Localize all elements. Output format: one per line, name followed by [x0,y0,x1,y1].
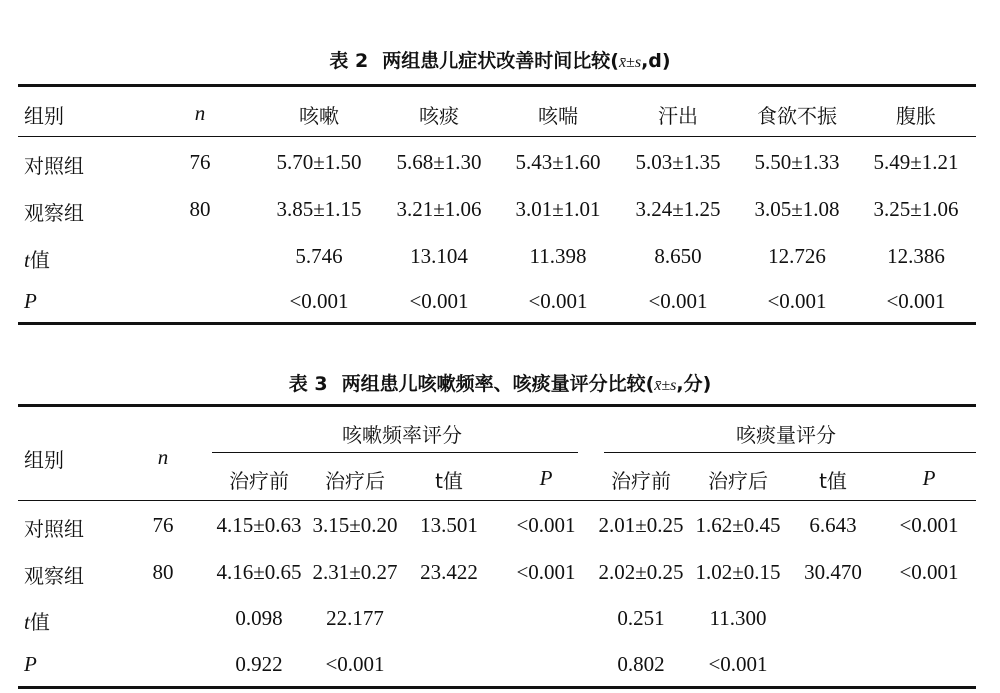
table2-row-label-t [24,244,50,273]
table2-header-cough: 咳嗽 [299,104,339,128]
table2-cell: 11.398 [529,244,587,268]
table2-cell: 5.70±1.50 [276,150,362,174]
table3-span-sputum-volume: 咳痰量评分 [736,423,836,447]
table2-cell: 5.50±1.33 [754,150,840,174]
table3-cell: <0.001 [516,560,576,584]
table3-cell: 0.251 [617,606,665,630]
table3-cell: 22.177 [326,606,384,630]
table3-row-label: 观察组 [24,564,84,588]
table2-cell: 3.01±1.01 [515,197,601,221]
table2-caption [0,46,1000,73]
table2-cell: 5.43±1.60 [515,150,601,174]
table2-header-sweat: 汗出 [658,104,698,128]
table3-caption-stat: x̄±s [654,377,677,394]
table2-caption-unit: ,d) [641,50,671,72]
table2-caption-stat: x̄±s [618,54,642,71]
table3-subheader-after: 治疗后 [325,469,385,493]
table3-cell: 2.02±0.25 [598,560,684,584]
table3-subheader-p: P [539,466,553,490]
table3-cell: 3.15±0.20 [312,513,398,537]
table2-cell: <0.001 [886,289,946,313]
table3-cell: 23.422 [420,560,478,584]
table3-bottom-rule [18,686,976,689]
table2-top-rule [18,84,976,87]
table3-span1-rule [212,452,578,453]
table2-cell: 3.85±1.15 [276,197,362,221]
table3-cell: 1.02±0.15 [695,560,781,584]
table3-caption-unit: ,分) [676,373,712,395]
table2-cell: <0.001 [767,289,827,313]
table2-header-group: 组别 [24,104,64,128]
table2-cell-n: 76 [189,150,211,174]
table2-cell: 8.650 [654,244,702,268]
table2-header-wheeze: 咳喘 [538,104,578,128]
table2-row-label: 观察组 [24,201,84,225]
table3-cell: 0.098 [235,606,283,630]
table3-header-n: n [157,445,169,469]
table2-caption-label: 表 2 [329,50,369,72]
t-symbol: t [24,610,30,634]
table3-top-rule [18,404,976,407]
table2-cell: <0.001 [648,289,708,313]
table3-cell: <0.001 [325,652,385,676]
table3-caption-label: 表 3 [288,373,328,395]
table2-bottom-rule [18,322,976,325]
table2-cell-n: 80 [189,197,211,221]
table3-cell: 2.01±0.25 [598,513,684,537]
table3-cell-n: 80 [152,560,174,584]
table3-row-label-t [24,606,50,635]
t-suffix: 值 [29,248,50,272]
table2-cell: 3.25±1.06 [873,197,959,221]
table2-cell: 3.24±1.25 [635,197,721,221]
table3-subheader-before: 治疗前 [611,469,671,493]
table3-caption [0,369,1000,396]
table3-subheader-before: 治疗前 [229,469,289,493]
table3-row-label-p: P [24,652,37,676]
table3-cell: 6.643 [809,513,857,537]
table3-cell: 2.31±0.27 [312,560,398,584]
table2-cell: <0.001 [409,289,469,313]
table2-cell: 5.03±1.35 [635,150,721,174]
table3-header-rule [18,500,976,501]
table3-span-cough-frequency: 咳嗽频率评分 [342,423,462,447]
table2-cell: 3.05±1.08 [754,197,840,221]
table2-header-appetite: 食欲不振 [757,104,837,128]
table2-cell: 13.104 [410,244,468,268]
table3-cell: <0.001 [899,513,959,537]
table2-cell: <0.001 [528,289,588,313]
table2-cell: 12.726 [768,244,826,268]
table3-cell: <0.001 [516,513,576,537]
table2-row-label-p: P [24,289,37,313]
table3-cell: 4.16±0.65 [216,560,302,584]
table3-span2-rule [604,452,976,453]
table3-cell-n: 76 [152,513,174,537]
table2-cell: 5.68±1.30 [396,150,482,174]
table3-cell: <0.001 [708,652,768,676]
table3-row-label: 对照组 [24,517,84,541]
table2-cell: <0.001 [289,289,349,313]
table3-cell: 0.922 [235,652,283,676]
table3-subheader-after: 治疗后 [708,469,768,493]
table2-header-bloating: 腹胀 [896,104,936,128]
t-symbol: t [24,248,30,272]
table3-subheader-t: t值 [435,469,463,493]
table3-cell: 4.15±0.63 [216,513,302,537]
table2-header-rule [18,136,976,137]
table3-header-group: 组别 [24,448,64,472]
table2-row-label: 对照组 [24,154,84,178]
table3-cell: 13.501 [420,513,478,537]
table2-caption-title: 两组患儿症状改善时间比较( [382,50,619,72]
table3-cell: 1.62±0.45 [695,513,781,537]
table3-cell: 11.300 [709,606,767,630]
table3-subheader-t: t值 [819,469,847,493]
table2-cell: 12.386 [887,244,945,268]
table3-cell: 30.470 [804,560,862,584]
table2-header-n: n [194,101,206,125]
t-suffix: 值 [29,610,50,634]
table2-header-sputum: 咳痰 [419,104,459,128]
table3-cell: 0.802 [617,652,665,676]
table3-cell: <0.001 [899,560,959,584]
table3-subheader-p: P [922,466,936,490]
table2-cell: 5.746 [295,244,343,268]
table2-cell: 5.49±1.21 [873,150,959,174]
table2-cell: 3.21±1.06 [396,197,482,221]
table3-caption-title: 两组患儿咳嗽频率、咳痰量评分比较( [341,373,655,395]
